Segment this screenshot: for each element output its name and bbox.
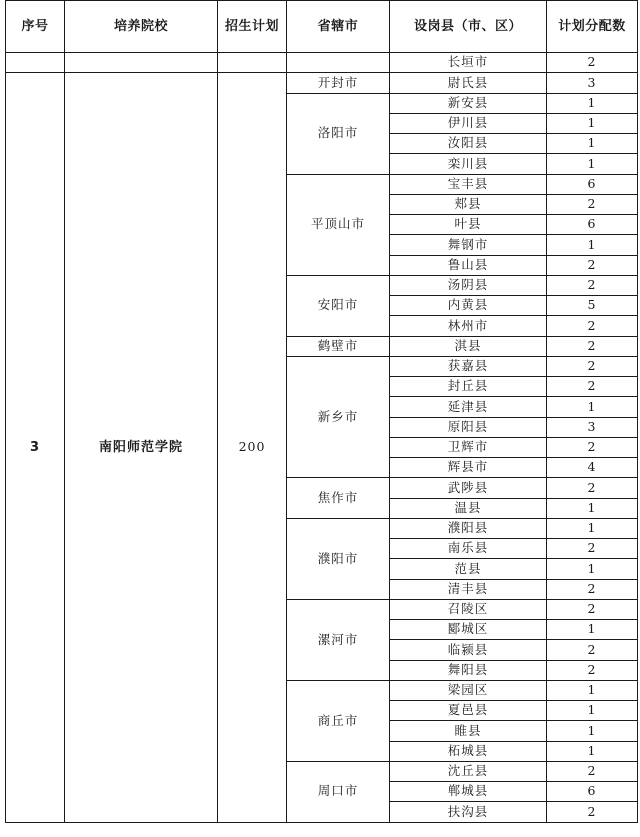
county-cell: 宝丰县 [389,174,547,195]
carry-city-cell [286,52,390,73]
county-cell: 汝阳县 [389,133,547,154]
alloc-cell: 1 [546,741,638,762]
county-cell: 濮阳县 [389,518,547,539]
group-plan-cell: 200 [217,72,287,822]
alloc-cell: 1 [546,700,638,721]
city-cell: 焦作市 [286,477,390,519]
city-cell: 开封市 [286,72,390,93]
alloc-cell: 6 [546,781,638,802]
county-cell: 内黄县 [389,295,547,316]
alloc-cell: 2 [546,538,638,559]
county-cell: 临颍县 [389,639,547,660]
county-cell: 辉县市 [389,457,547,478]
alloc-cell: 2 [546,376,638,397]
county-cell: 叶县 [389,214,547,235]
alloc-cell: 1 [546,93,638,114]
alloc-cell: 2 [546,801,638,822]
county-cell: 梁园区 [389,680,547,701]
alloc-cell: 2 [546,660,638,681]
alloc-cell: 1 [546,498,638,519]
county-cell: 范县 [389,558,547,579]
group-seq-cell: 3 [5,72,65,822]
county-cell: 南乐县 [389,538,547,559]
header-seq: 序号 [5,0,65,53]
county-cell: 原阳县 [389,417,547,438]
county-cell: 郾城区 [389,619,547,640]
alloc-cell: 2 [546,639,638,660]
alloc-cell: 2 [546,579,638,600]
county-cell: 汤阴县 [389,275,547,296]
alloc-cell: 5 [546,295,638,316]
county-cell: 郸城县 [389,781,547,802]
alloc-cell: 2 [546,437,638,458]
alloc-cell: 2 [546,761,638,782]
county-cell: 鲁山县 [389,255,547,276]
city-cell: 平顶山市 [286,174,390,276]
alloc-cell: 1 [546,518,638,539]
county-cell: 夏邑县 [389,700,547,721]
alloc-cell: 1 [546,558,638,579]
carry-alloc-cell: 2 [546,52,638,73]
county-cell: 栾川县 [389,153,547,174]
header-school: 培养院校 [64,0,218,53]
alloc-cell: 2 [546,477,638,498]
alloc-cell: 1 [546,619,638,640]
city-cell: 濮阳市 [286,518,390,600]
city-cell: 新乡市 [286,356,390,479]
county-cell: 林州市 [389,315,547,336]
county-cell: 沈丘县 [389,761,547,782]
header-city: 省辖市 [286,0,390,53]
county-cell: 温县 [389,498,547,519]
county-cell: 清丰县 [389,579,547,600]
county-cell: 尉氏县 [389,72,547,93]
alloc-cell: 3 [546,417,638,438]
county-cell: 扶沟县 [389,801,547,822]
alloc-cell: 2 [546,336,638,357]
county-cell: 淇县 [389,336,547,357]
alloc-cell: 1 [546,113,638,134]
header-county: 设岗县（市、区） [389,0,547,53]
alloc-cell: 2 [546,356,638,377]
alloc-cell: 3 [546,72,638,93]
alloc-cell: 1 [546,234,638,255]
city-cell: 商丘市 [286,680,390,762]
county-cell: 舞阳县 [389,660,547,681]
alloc-cell: 2 [546,255,638,276]
carry-plan-cell [217,52,287,73]
county-cell: 召陵区 [389,599,547,620]
alloc-cell: 2 [546,194,638,215]
city-cell: 周口市 [286,761,390,823]
county-cell: 舞钢市 [389,234,547,255]
county-cell: 封丘县 [389,376,547,397]
alloc-cell: 4 [546,457,638,478]
alloc-cell: 1 [546,153,638,174]
alloc-cell: 2 [546,275,638,296]
carry-school-cell [64,52,218,73]
alloc-cell: 2 [546,315,638,336]
alloc-cell: 1 [546,396,638,417]
county-cell: 延津县 [389,396,547,417]
county-cell: 卫辉市 [389,437,547,458]
county-cell: 新安县 [389,93,547,114]
county-cell: 柘城县 [389,741,547,762]
group-school-cell: 南阳师范学院 [64,72,218,822]
county-cell: 获嘉县 [389,356,547,377]
alloc-cell: 1 [546,133,638,154]
carry-county-cell: 长垣市 [389,52,547,73]
county-cell: 武陟县 [389,477,547,498]
alloc-cell: 1 [546,720,638,741]
county-cell: 睢县 [389,720,547,741]
alloc-cell: 1 [546,680,638,701]
city-cell: 洛阳市 [286,93,390,175]
carry-seq-cell [5,52,65,73]
city-cell: 漯河市 [286,599,390,681]
alloc-cell: 2 [546,599,638,620]
alloc-cell: 6 [546,174,638,195]
header-alloc: 计划分配数 [546,0,638,53]
county-cell: 郏县 [389,194,547,215]
city-cell: 鹤壁市 [286,336,390,357]
header-plan: 招生计划 [217,0,287,53]
city-cell: 安阳市 [286,275,390,337]
county-cell: 伊川县 [389,113,547,134]
alloc-cell: 6 [546,214,638,235]
